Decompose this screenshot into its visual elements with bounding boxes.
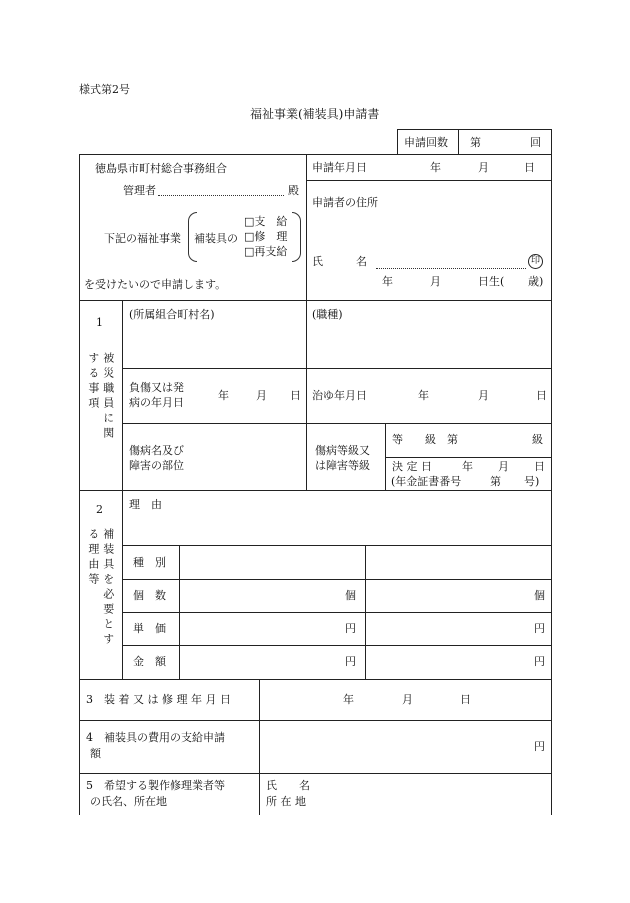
grade-label-1: 傷病等級又 <box>315 444 370 457</box>
address-label: 申請者の住所 <box>312 196 378 209</box>
job-label: (職種) <box>312 308 343 321</box>
option-shuri[interactable]: □修 理 <box>244 230 288 243</box>
decide-day: 日 <box>534 460 545 473</box>
closing-text: を受けたいので申請します。 <box>84 278 227 291</box>
count-label: 申請回数 <box>404 136 448 149</box>
injury-date-label-1: 負傷又は発 <box>129 381 184 394</box>
seal-mark: 印 <box>528 254 543 269</box>
table-right-border <box>551 154 552 815</box>
welfare-mid: 補装具の <box>194 232 238 245</box>
sec2-vertical-label: 補装具を必要とする理由等 <box>86 528 115 648</box>
cure-year: 年 <box>418 389 429 402</box>
cure-day: 日 <box>536 389 547 402</box>
sec5-label-1: 5 希望する製作修理業者等 <box>86 779 225 792</box>
unit-price-label: 単 価 <box>133 622 166 635</box>
amount-label: 金 額 <box>133 655 166 668</box>
cure-date-label: 治ゆ年月日 <box>312 389 367 402</box>
pension-dai: 第 <box>490 475 501 488</box>
injury-date-label-2: 病の年月日 <box>129 396 184 409</box>
sec4-label-1: 4 補装具の費用の支給申請 <box>86 731 225 744</box>
injury-year: 年 <box>218 389 229 402</box>
right-paren <box>292 212 301 262</box>
sec3-day: 日 <box>460 693 471 706</box>
disease-label-1: 傷病名及び <box>129 444 184 457</box>
date-year: 年 <box>430 161 441 174</box>
option-saishikyu[interactable]: □再支給 <box>244 245 288 258</box>
pension-label: (年金証書番号 <box>391 475 462 488</box>
welfare-prefix: 下記の福祉事業 <box>104 232 181 245</box>
injury-day: 日 <box>290 389 301 402</box>
sec5-label-2: の氏名、所在地 <box>90 795 167 808</box>
reason-label: 理 由 <box>129 498 162 511</box>
decide-year: 年 <box>462 460 473 473</box>
birth-year: 年 <box>382 275 393 288</box>
addressee-org: 徳島県市町村総合事務組合 <box>95 162 227 175</box>
table-top-border <box>79 154 552 155</box>
sec4-yen: 円 <box>534 740 545 753</box>
manager-label: 管理者 <box>123 184 156 197</box>
amount-yen-2: 円 <box>534 655 545 668</box>
name-label: 氏 名 <box>312 255 367 268</box>
qty-unit-1: 個 <box>345 589 356 602</box>
option-shikyu[interactable]: □支 給 <box>244 215 288 228</box>
cure-month: 月 <box>478 389 489 402</box>
dono: 殿 <box>288 184 299 197</box>
injury-month: 月 <box>256 389 267 402</box>
grade-label-2: は障害等級 <box>315 459 370 472</box>
disease-label-2: 障害の部位 <box>129 459 184 472</box>
form-number: 様式第2号 <box>79 83 130 96</box>
sec1-num: 1 <box>96 316 103 329</box>
name-line <box>376 268 526 269</box>
amount-yen-1: 円 <box>345 655 356 668</box>
sec3-month: 月 <box>402 693 413 706</box>
grade-row: 等 級 第 <box>392 433 458 446</box>
sec4-label-2: 額 <box>90 747 101 760</box>
date-day: 日 <box>524 161 535 174</box>
type-label: 種 別 <box>133 556 166 569</box>
sec1-vertical-label: 被災職員に関する事項 <box>86 352 115 442</box>
date-label: 申請年月日 <box>312 161 367 174</box>
pension-go: 号) <box>524 475 540 488</box>
count-kai: 回 <box>530 136 541 149</box>
sec5-name: 氏 名 <box>266 779 310 792</box>
sec3-year: 年 <box>343 693 354 706</box>
date-month: 月 <box>478 161 489 174</box>
unit-price-yen-1: 円 <box>345 622 356 635</box>
decide-date: 決 定 日 <box>392 460 432 473</box>
sec2-num: 2 <box>96 503 103 516</box>
affiliation-label: (所属組合町村名) <box>129 308 215 321</box>
grade-kyu: 級 <box>532 433 543 446</box>
sec3-label: 3 装 着 又 は 修 理 年 月 日 <box>86 693 231 706</box>
age-label: 歳) <box>528 275 544 288</box>
form-title: 福祉事業(補装具)申請書 <box>250 107 380 121</box>
sec5-location: 所 在 地 <box>266 795 306 808</box>
manager-line <box>158 195 284 196</box>
birth-month: 月 <box>430 275 441 288</box>
birth-label: 日生( <box>478 275 505 288</box>
qty-label: 個 数 <box>133 589 166 602</box>
qty-unit-2: 個 <box>534 589 545 602</box>
table-left-border <box>79 154 80 815</box>
decide-month: 月 <box>498 460 509 473</box>
count-dai: 第 <box>470 136 481 149</box>
unit-price-yen-2: 円 <box>534 622 545 635</box>
